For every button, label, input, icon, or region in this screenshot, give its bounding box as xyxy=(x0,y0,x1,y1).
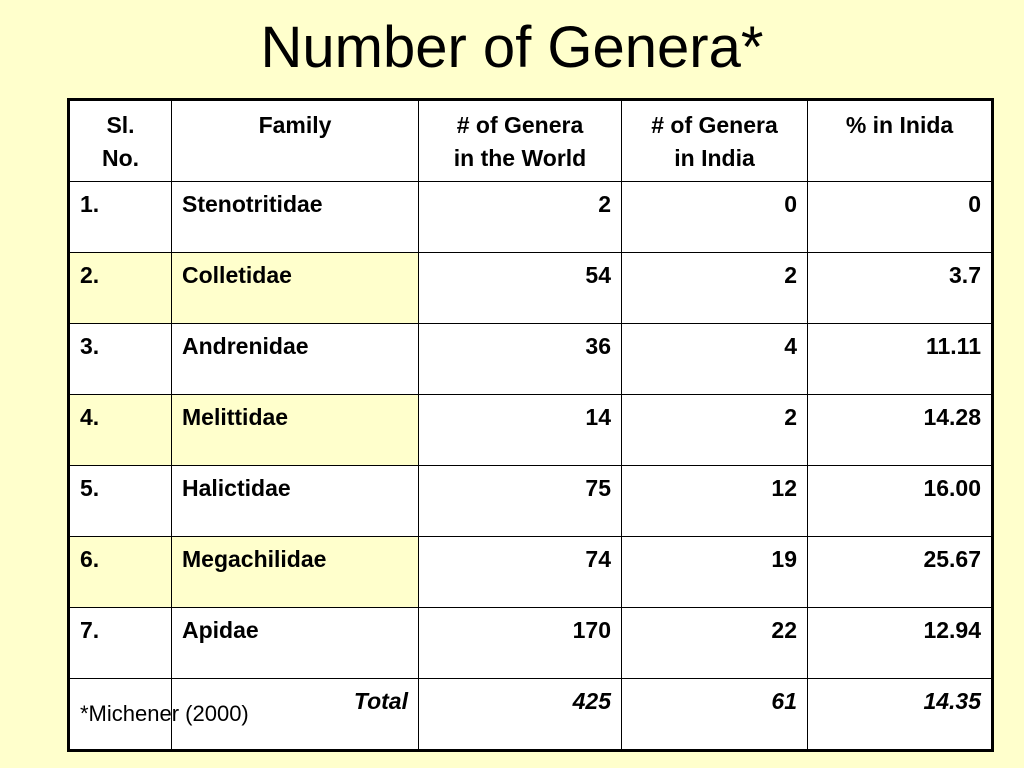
table-row xyxy=(69,466,993,537)
cell-family: Andrenidae xyxy=(172,324,419,395)
cell-family: Colletidae xyxy=(172,253,419,324)
cell-genera-india: 2 xyxy=(622,395,808,466)
cell-genera-india: 2 xyxy=(622,253,808,324)
table-row xyxy=(69,182,993,253)
cell-genera-world: 54 xyxy=(419,253,622,324)
cell-percent-india: 14.28 xyxy=(808,395,993,466)
cell-sl-no: 4. xyxy=(69,395,172,466)
table-row xyxy=(69,253,993,324)
cell-genera-india: 0 xyxy=(622,182,808,253)
cell-genera-india: 4 xyxy=(622,324,808,395)
cell-percent-india: 12.94 xyxy=(808,608,993,679)
cell-family: Stenotritidae xyxy=(172,182,419,253)
header-family: Family xyxy=(172,100,419,182)
total-genera-india: 61 xyxy=(622,679,808,751)
header-world-line2: in the World xyxy=(453,145,587,171)
cell-sl-no: 7. xyxy=(69,608,172,679)
header-sl-no xyxy=(69,100,172,182)
cell-family: Apidae xyxy=(172,608,419,679)
cell-genera-world: 36 xyxy=(419,324,622,395)
header-genera-world xyxy=(419,100,622,182)
cell-genera-world: 75 xyxy=(419,466,622,537)
slide-title: Number of Genera* xyxy=(260,15,764,80)
total-label: Total xyxy=(172,679,419,751)
table-row xyxy=(69,324,993,395)
cell-sl-no: 6. xyxy=(69,537,172,608)
footnote-source: *Michener (2000) xyxy=(80,701,249,726)
cell-genera-india: 19 xyxy=(622,537,808,608)
cell-genera-world: 2 xyxy=(419,182,622,253)
cell-genera-world: 170 xyxy=(419,608,622,679)
header-sl-line2: No. xyxy=(101,145,140,171)
header-india-line2: in India xyxy=(674,145,755,171)
genera-table xyxy=(67,98,994,752)
total-percent-india: 14.35 xyxy=(808,679,993,751)
cell-sl-no: 2. xyxy=(69,253,172,324)
header-world-line1: # of Genera xyxy=(456,112,584,138)
table-row xyxy=(69,608,993,679)
header-percent-india: % in Inida xyxy=(808,100,993,182)
cell-genera-india: 12 xyxy=(622,466,808,537)
header-genera-india xyxy=(622,100,808,182)
cell-genera-india: 22 xyxy=(622,608,808,679)
cell-percent-india: 16.00 xyxy=(808,466,993,537)
cell-family: Melittidae xyxy=(172,395,419,466)
cell-percent-india: 3.7 xyxy=(808,253,993,324)
cell-percent-india: 0 xyxy=(808,182,993,253)
table-row xyxy=(69,395,993,466)
cell-sl-no: 5. xyxy=(69,466,172,537)
header-row xyxy=(69,100,993,182)
header-india-line1: # of Genera xyxy=(651,112,778,138)
total-genera-world: 425 xyxy=(419,679,622,751)
header-sl-line1: Sl. xyxy=(106,112,135,138)
cell-family: Halictidae xyxy=(172,466,419,537)
cell-genera-world: 74 xyxy=(419,537,622,608)
cell-percent-india: 11.11 xyxy=(808,324,993,395)
cell-family: Megachilidae xyxy=(172,537,419,608)
table-row xyxy=(69,537,993,608)
cell-percent-india: 25.67 xyxy=(808,537,993,608)
cell-sl-no: 1. xyxy=(69,182,172,253)
cell-sl-no: 3. xyxy=(69,324,172,395)
cell-genera-world: 14 xyxy=(419,395,622,466)
